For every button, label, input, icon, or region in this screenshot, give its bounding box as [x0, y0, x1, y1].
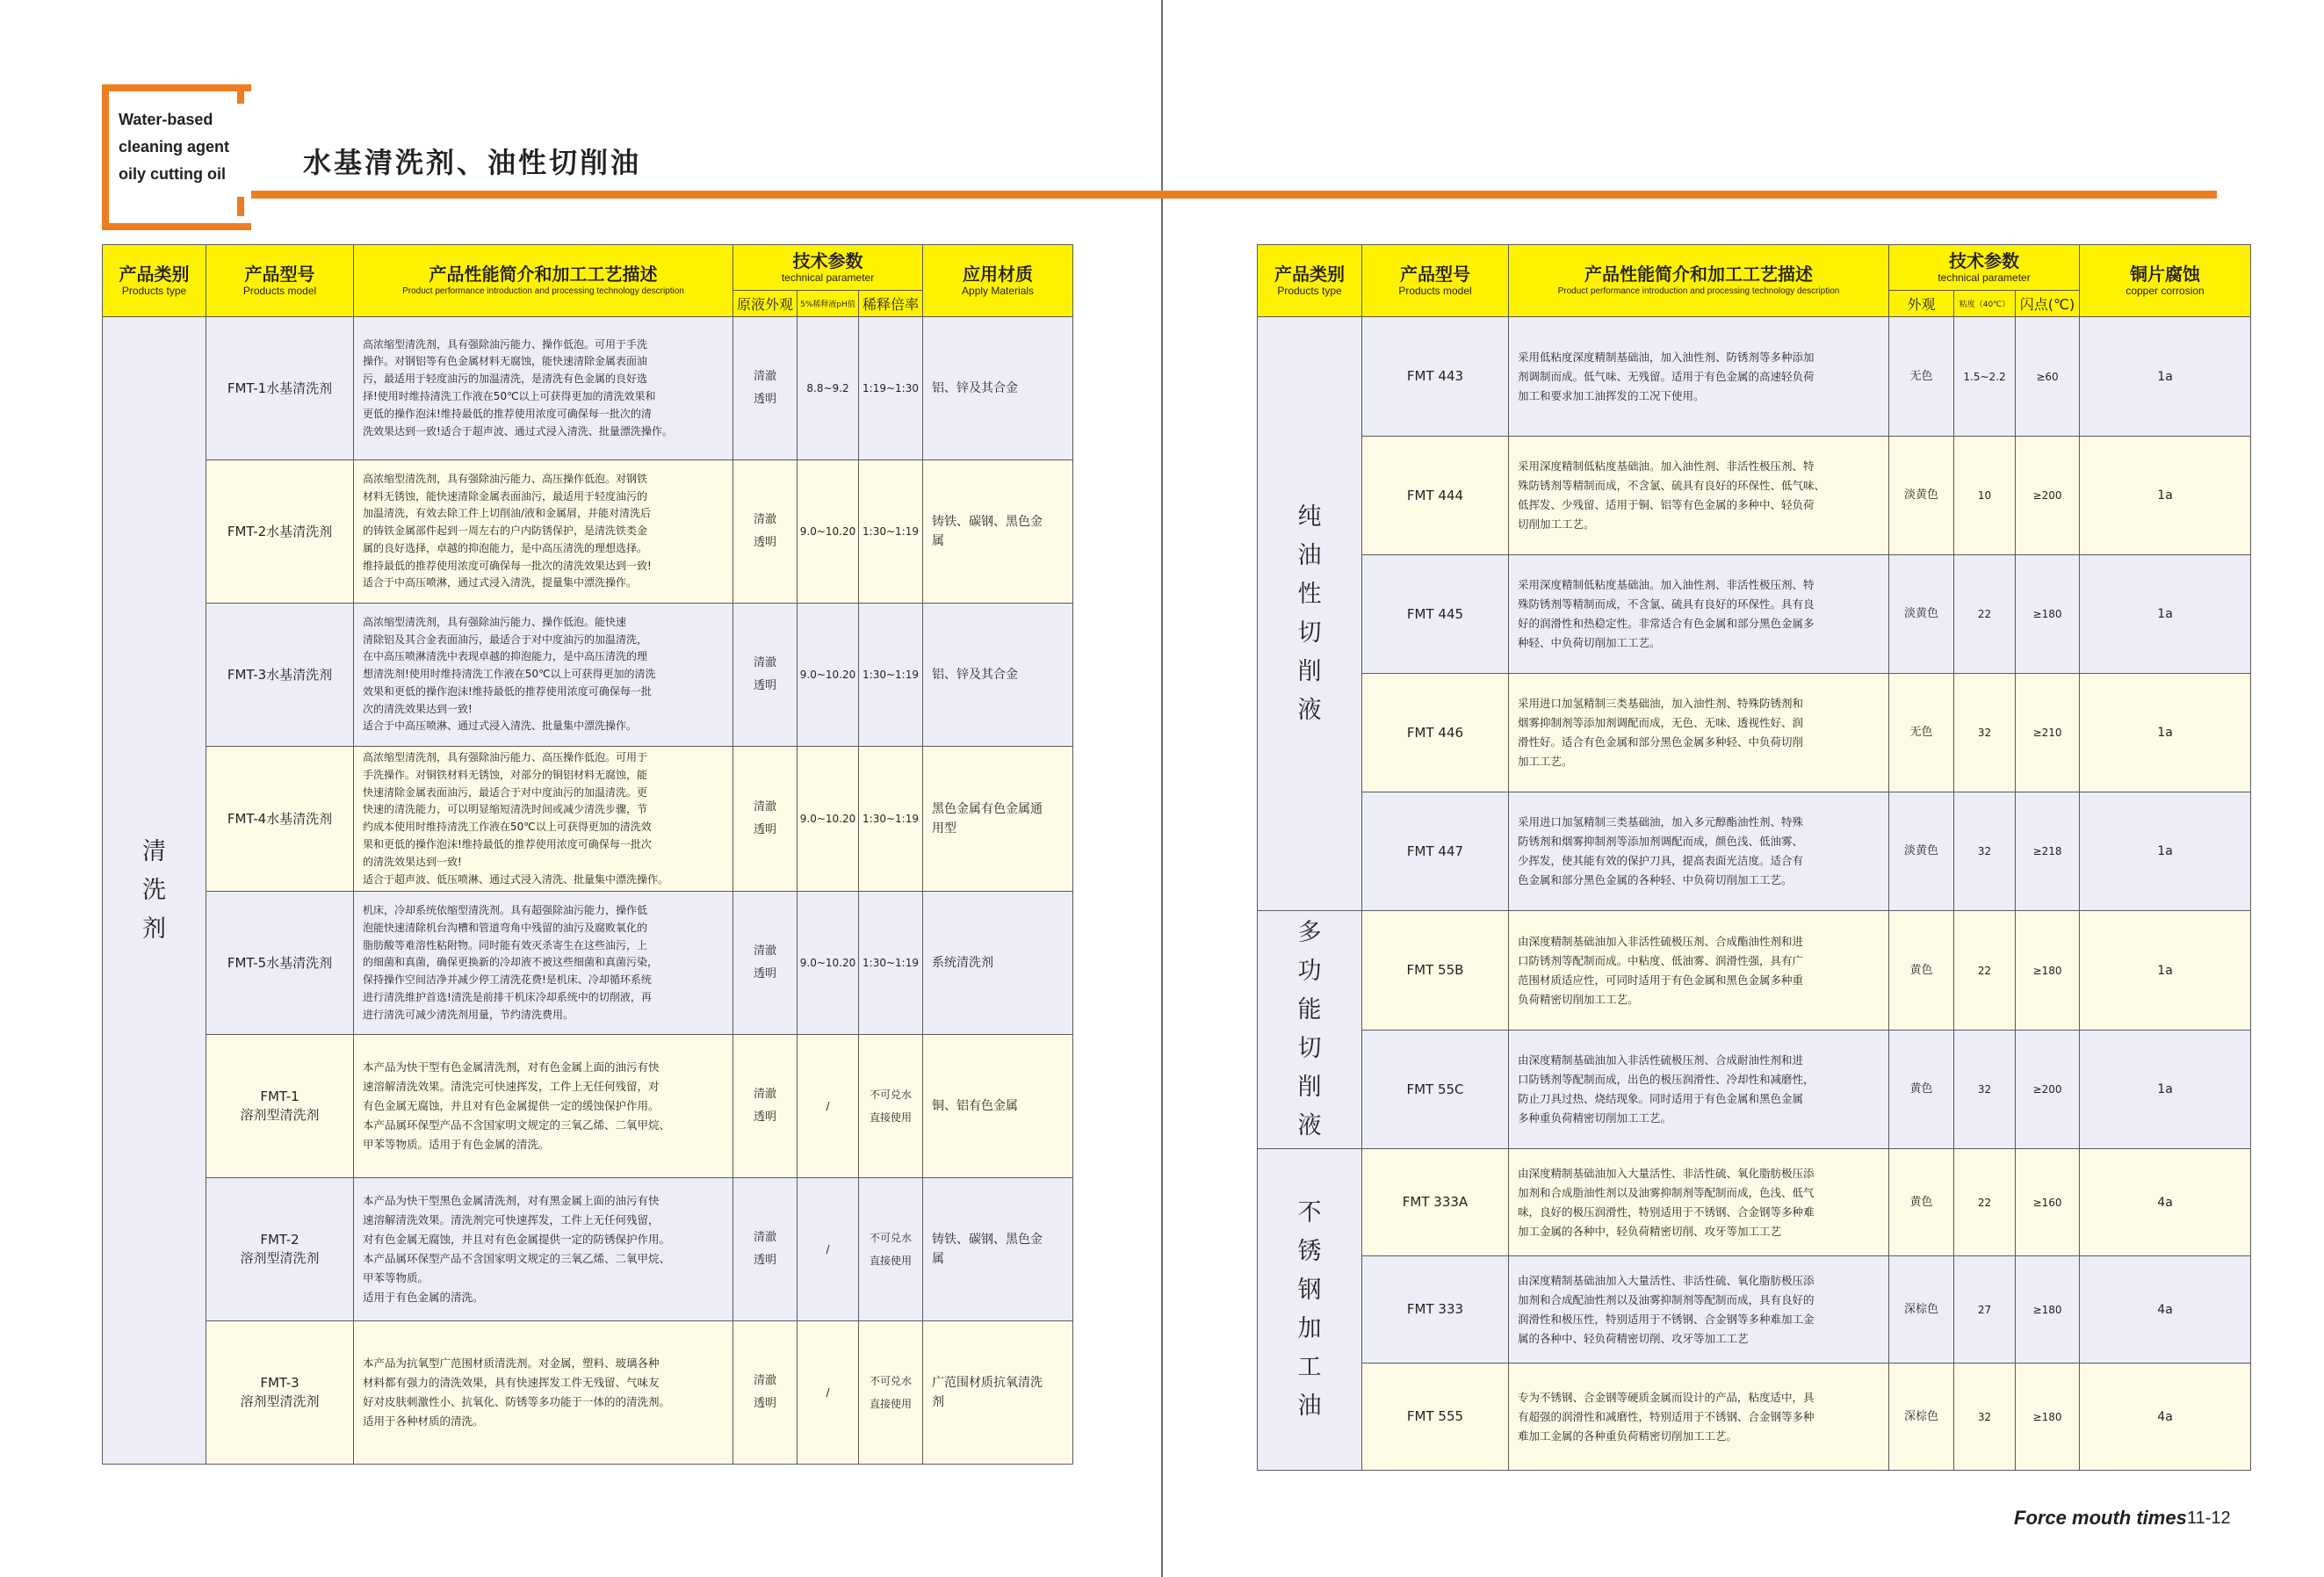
table-row — [103, 747, 1073, 892]
ph-cell: 9.0~10.20 — [798, 892, 859, 1035]
appearance-cell: 清澈 透明 — [733, 892, 798, 1035]
viscosity-cell: 22 — [1954, 555, 2016, 674]
appearance-cell: 清澈 透明 — [733, 1035, 798, 1178]
viscosity-cell: 32 — [1954, 1031, 2016, 1149]
description-cell: 高浓缩型清洗剂，具有强除油污能力、高压操作低泡。对钢铁 材料无锈蚀，能快速清除金属表面油污，最适用于轻度油污的 加温清洗，有效去除工件上切削油/液和金属屑，并能对清洗后 的铸铁金属部件起到一周左右的户内防锈保护，是清洗铁类金 属的良好选择，卓越的抑泡能力，是中高压清洗的理想选择。 维持最低的推荐使用浓度可确保每一批次的清洗效果达到一致! 适合于中高压喷淋，通过式浸入清洗，提量集中漂洗操作。 — [354, 460, 733, 604]
header-materials — [923, 245, 1073, 317]
model-cell: FMT 555 — [1362, 1364, 1509, 1471]
flash-point-cell: ≥180 — [2016, 555, 2080, 674]
appearance-cell: 黄色 — [1889, 1031, 1954, 1149]
section-title-en-line-2: cleaning agent — [119, 138, 230, 156]
viscosity-cell: 22 — [1954, 911, 2016, 1031]
header-category-cn: 产品类别 — [1274, 264, 1345, 285]
copper-corrosion-cell: 1a — [2080, 792, 2251, 911]
model-cell: FMT 55C — [1362, 1031, 1509, 1149]
table-row — [103, 1321, 1073, 1465]
materials-cell: 黑色金属有色金属通 用型 — [923, 747, 1073, 892]
dilution-cell: 不可兑水 直接使用 — [859, 1178, 923, 1321]
viscosity-cell: 1.5~2.2 — [1954, 317, 2016, 437]
model-cell: FMT-2水基清洗剂 — [206, 460, 354, 604]
model-cell: FMT-1水基清洗剂 — [206, 317, 354, 460]
dilution-cell: 不可兑水 直接使用 — [859, 1035, 923, 1178]
header-copper-corrosion-cn: 铜片腐蚀 — [2130, 264, 2201, 285]
table-row — [1258, 1364, 2251, 1471]
ph-cell: / — [798, 1321, 859, 1465]
flash-point-cell: ≥210 — [2016, 674, 2080, 792]
table-row — [103, 892, 1073, 1035]
appearance-cell: 清澈 透明 — [733, 317, 798, 460]
viscosity-cell: 22 — [1954, 1149, 2016, 1256]
ph-cell: 9.0~10.20 — [798, 604, 859, 747]
appearance-cell: 淡黄色 — [1889, 792, 1954, 911]
model-cell: FMT-3 溶剂型清洗剂 — [206, 1321, 354, 1465]
description-cell: 本产品为抗氧型广范围材质清洗剂。对金属，塑料、玻璃各种 材料都有强力的清洗效果，具有快速挥发工件无残留、气味友 好对皮肤刺激性小、抗氧化、防锈等多功能于一体的的清洗剂。 适用于各种材质的清洗。 — [354, 1321, 733, 1465]
model-cell: FMT-2 溶剂型清洗剂 — [206, 1178, 354, 1321]
table-row — [103, 460, 1073, 604]
header-model-en: Products model — [1398, 285, 1472, 297]
copper-corrosion-cell: 4a — [2080, 1256, 2251, 1364]
description-cell: 机床，冷却系统依缩型清洗剂。具有超强除油污能力，操作低 泡能快速清除机台沟槽和管道弯角中残留的油污及腐败氧化的 脂肪酸等难溶性粘附物。同时能有效灭杀寄生在这些油污，上 的细菌和真菌，确保更换新的冷却液不被这些细菌和真菌污染， 保持操作空间洁净并减少停工清洗花费!是机床、冷却循环系统 进行清洗维护首选!清洗是前排干机床冷却系统中的切削液，再 进行清洗可减少清洗剂用量，节约清洗费用。 — [354, 892, 733, 1035]
category-label: 纯油性切削液 — [1297, 503, 1322, 724]
copper-corrosion-cell: 4a — [2080, 1149, 2251, 1256]
dilution-cell: 1:30~1:19 — [859, 892, 923, 1035]
appearance-cell: 清澈 透明 — [733, 460, 798, 604]
materials-cell: 铜、铝有色金属 — [923, 1035, 1073, 1178]
table-row — [1258, 1256, 2251, 1364]
copper-corrosion-cell: 1a — [2080, 437, 2251, 555]
flash-point-cell: ≥200 — [2016, 1031, 2080, 1149]
description-cell: 高浓缩型清洗剂，具有强除油污能力、操作低泡。能快速 清除铝及其合金表面油污，最适合于对中度油污的加温清洗， 在中高压喷淋清洗中表现卓越的抑泡能力，是中高压清洗的理 想清洗剂!使用时维持清洗工作液在50℃以上可获得更加的清洗 效果和更低的操作泡沫!维持最低的推荐使用浓度可确保每一批 次的清洗效果达到一致! 适合于中高压喷淋、通过式浸入清洗、批量集中漂洗操作。 — [354, 604, 733, 747]
header-rule — [246, 191, 2217, 199]
appearance-cell: 深棕色 — [1889, 1256, 1954, 1364]
table-row — [103, 1178, 1073, 1321]
ph-cell: 9.0~10.20 — [798, 747, 859, 892]
table-row — [1258, 317, 2251, 437]
table-row — [103, 317, 1073, 460]
materials-cell: 广范围材质抗氧清洗 剂 — [923, 1321, 1073, 1465]
header-category-en: Products type — [121, 285, 187, 297]
header-description-cn: 产品性能简介和加工工艺描述 — [1584, 264, 1813, 285]
materials-cell: 系统清洗剂 — [923, 892, 1073, 1035]
model-cell: FMT 333 — [1362, 1256, 1509, 1364]
header-appearance: 原液外观 — [733, 291, 798, 317]
copper-corrosion-cell: 1a — [2080, 911, 2251, 1031]
dilution-cell: 1:30~1:19 — [859, 460, 923, 604]
description-cell: 专为不锈钢、合金钢等硬质金属而设计的产品，粘度适中，具 有超强的润滑性和减磨性，特别适用于不锈钢、合金钢等多种 难加工金属的各种重负荷精密切削加工工艺。 — [1509, 1364, 1889, 1471]
header-copper-corrosion-en: copper corrosion — [2126, 285, 2205, 297]
appearance-cell: 淡黄色 — [1889, 437, 1954, 555]
dilution-cell: 1:30~1:19 — [859, 747, 923, 892]
model-cell: FMT-5水基清洗剂 — [206, 892, 354, 1035]
header-viscosity: 粘度（40℃） — [1954, 291, 2016, 317]
section-title-cn: 水基清洗剂、油性切削油 — [303, 146, 642, 179]
cutting-oil-table — [1257, 244, 2251, 1471]
category-label: 清洗剂 — [142, 837, 166, 943]
section-title-en-line-1: Water-based — [119, 111, 213, 128]
table-row — [103, 604, 1073, 747]
header-description-en: Product performance introduction and processing technology description — [402, 286, 684, 296]
header-model-cn: 产品型号 — [1400, 264, 1470, 285]
header-category — [103, 245, 206, 317]
copper-corrosion-cell: 1a — [2080, 555, 2251, 674]
model-cell: FMT 446 — [1362, 674, 1509, 792]
header-tech-params-cn: 技术参数 — [792, 250, 863, 271]
dilution-cell: 不可兑水 直接使用 — [859, 1321, 923, 1465]
flash-point-cell: ≥180 — [2016, 1256, 2080, 1364]
header-materials-en: Apply Materials — [962, 285, 1035, 297]
cleaning-agent-table — [102, 244, 1073, 1465]
description-cell: 采用进口加氢精制三类基础油，加入多元醇酯油性剂、特殊 防锈剂和烟雾抑制剂等添加剂调配而成，颜色浅、低油雾、 少挥发，使其能有效的保护刀具，提高表面光洁度。适合有 色金属和部分黑色金属的各种轻、中负荷切削加工工艺。 — [1509, 792, 1889, 911]
header-tech-params-en: technical parameter — [781, 271, 875, 284]
flash-point-cell: ≥60 — [2016, 317, 2080, 437]
table-row — [1258, 792, 2251, 911]
viscosity-cell: 32 — [1954, 674, 2016, 792]
flash-point-cell: ≥160 — [2016, 1149, 2080, 1256]
category-label: 不锈钢加工油 — [1297, 1198, 1322, 1420]
appearance-cell: 清澈 透明 — [733, 604, 798, 747]
header-tech-params-en: technical parameter — [1938, 271, 2031, 284]
model-cell: FMT-1 溶剂型清洗剂 — [206, 1035, 354, 1178]
header-description — [354, 245, 733, 317]
category-cell — [1258, 317, 1362, 911]
appearance-cell: 黄色 — [1889, 911, 1954, 1031]
description-cell: 高浓缩型清洗剂，具有强除油污能力、操作低泡。可用于手洗 操作。对钢铝等有色金属材料无腐蚀，能快速清除金属表面油 污，最适用于轻度油污的加温清洗，是清洗有色金属的良好选 择!使用时维持清洗工作液在50℃以上可获得更加的清洗效果和 更低的操作泡沫!维持最低的推荐使用浓度可确保每一批次的清 洗效果达到一致!适合于超声波、通过式浸入清洗、批量漂洗操作。 — [354, 317, 733, 460]
header-tech-params-cn: 技术参数 — [1949, 250, 2020, 271]
appearance-cell: 淡黄色 — [1889, 555, 1954, 674]
flash-point-cell: ≥218 — [2016, 792, 2080, 911]
header-copper-corrosion — [2080, 245, 2251, 317]
materials-cell: 铸铁、碳钢、黑色金 属 — [923, 460, 1073, 604]
title-bracket-tick-bottom — [237, 197, 244, 216]
description-cell: 高浓缩型清洗剂，具有强除油污能力、高压操作低泡。可用于 手洗操作。对铜铁材料无锈蚀，对部分的铜铝材料无腐蚀，能 快速清除金属表面油污，最适合于对中度油污的加温清洗。更 快速的清洗能力，可以明显缩短清洗时间或减少清洗步骤，节 约成本使用时维持清洗工作液在50℃以上可获得更加的清洗效 果和更低的操作泡沫!维持最低的推荐使用浓度可确保每一批次 的清洗效果达到一致! 适合于超声波、低压喷淋、通过式浸入清洗、批量集中漂洗操作。 — [354, 747, 733, 892]
section-title-en — [119, 106, 229, 188]
description-cell: 本产品为快干型黑色金属清洗剂，对有黑金属上面的油污有快 速溶解清洗效果。清洗剂完可快速挥发，工件上无任何残留， 对有色金属无腐蚀，并且对有色金属提供一定的防锈保护作用。 本产品属环保型产品不含国家明文规定的三氧乙烯、二氧甲烷、 甲苯等物质。 适用于有色金属的清洗。 — [354, 1178, 733, 1321]
description-cell: 由深度精制基础油加入非活性硫极压剂、合成酯油性剂和进 口防锈剂等配制而成。中粘度、低油雾、润滑性强，具有广 范围材质适应性，可同时适用于有色金属和黑色金属多种重 负荷精密切削加工工艺。 — [1509, 911, 1889, 1031]
header-ph: 5%稀释液pH值 — [798, 291, 859, 317]
copper-corrosion-cell: 1a — [2080, 317, 2251, 437]
table-row — [1258, 1031, 2251, 1149]
header-materials-cn: 应用材质 — [963, 264, 1034, 285]
header-tech-params — [733, 245, 923, 291]
model-cell: FMT-4水基清洗剂 — [206, 747, 354, 892]
copper-corrosion-cell: 1a — [2080, 1031, 2251, 1149]
header-dilution: 稀释倍率 — [859, 291, 923, 317]
ph-cell: / — [798, 1035, 859, 1178]
description-cell: 由深度精制基础油加入大量活性、非活性硫、氧化脂肪极压添 加剂和合成配油性剂以及油雾抑制剂等配制而成，具有良好的 润滑性和极压性，特别适用于不锈钢、合金钢等多种难加工金 属的各种中、轻负荷精密切削、攻牙等加工工艺 — [1509, 1256, 1889, 1364]
materials-cell: 铸铁、碳钢、黑色金 属 — [923, 1178, 1073, 1321]
appearance-cell: 无色 — [1889, 317, 1954, 437]
copper-corrosion-cell: 1a — [2080, 674, 2251, 792]
appearance-cell: 深棕色 — [1889, 1364, 1954, 1471]
category-cell — [103, 317, 206, 1465]
model-cell: FMT 55B — [1362, 911, 1509, 1031]
appearance-cell: 清澈 透明 — [733, 1321, 798, 1465]
table-row — [1258, 674, 2251, 792]
header-flash-point: 闪点(℃) — [2016, 291, 2080, 317]
table-row — [1258, 1149, 2251, 1256]
copper-corrosion-cell: 4a — [2080, 1364, 2251, 1471]
header-model — [1362, 245, 1509, 317]
header-category-en: Products type — [1277, 285, 1342, 297]
ph-cell: 8.8~9.2 — [798, 317, 859, 460]
model-cell: FMT 444 — [1362, 437, 1509, 555]
title-bracket-tick-top — [237, 84, 244, 104]
table-row — [1258, 437, 2251, 555]
table-row — [103, 1035, 1073, 1178]
viscosity-cell: 27 — [1954, 1256, 2016, 1364]
ph-cell: / — [798, 1178, 859, 1321]
materials-cell: 铝、锌及其合金 — [923, 604, 1073, 747]
header-description-cn: 产品性能简介和加工工艺描述 — [429, 264, 658, 285]
description-cell: 由深度精制基础油加入大量活性、非活性硫、氧化脂肪极压添 加剂和合成脂油性剂以及油雾抑制剂等配制而成，色浅、低气 味，良好的极压润滑性，特别适用于不锈钢、合金钢等多种难 加工金属的各种中，轻负荷精密切削、攻牙等加工工艺 — [1509, 1149, 1889, 1256]
header-category — [1258, 245, 1362, 317]
dilution-cell: 1:30~1:19 — [859, 604, 923, 747]
page-numbers: 11-12 — [2187, 1508, 2231, 1528]
appearance-cell: 清澈 透明 — [733, 747, 798, 892]
table-row — [1258, 555, 2251, 674]
model-cell: FMT 445 — [1362, 555, 1509, 674]
model-cell: FMT 447 — [1362, 792, 1509, 911]
viscosity-cell: 10 — [1954, 437, 2016, 555]
header-appearance: 外观 — [1889, 291, 1954, 317]
table-row — [1258, 911, 2251, 1031]
footer-brand: Force mouth times — [2014, 1507, 2187, 1529]
header-description — [1509, 245, 1889, 317]
materials-cell: 铝、锌及其合金 — [923, 317, 1073, 460]
description-cell: 采用进口加氢精制三类基础油，加入油性剂、特殊防锈剂和 烟雾抑制剂等添加剂调配而成，无色、无味、透视性好、润 滑性好。适合有色金属和部分黑色金属多种轻、中负荷切削 加工工艺。 — [1509, 674, 1889, 792]
flash-point-cell: ≥180 — [2016, 911, 2080, 1031]
description-cell: 本产品为快干型有色金属清洗剂，对有色金属上面的油污有快 速溶解清洗效果。清洗完可快速挥发，工件上无任何残留，对 有色金属无腐蚀，并且对有色金属提供一定的缓蚀保护作用。 本产品属环保型产品不含国家明文规定的三氧乙烯、二氧甲烷、 甲苯等物质。适用于有色金属的清洗。 — [354, 1035, 733, 1178]
header-model-en: Products model — [242, 285, 317, 297]
header-model — [206, 245, 354, 317]
description-cell: 采用深度精制低粘度基础油。加入油性剂、非活性极压剂、特 殊防锈剂等精制而成，不含氯、硫具有良好的环保性、低气味、 低挥发、少残留、适用于铜、铝等有色金属的多种中、轻负荷 切削加工工艺。 — [1509, 437, 1889, 555]
category-cell — [1258, 911, 1362, 1149]
viscosity-cell: 32 — [1954, 792, 2016, 911]
appearance-cell: 无色 — [1889, 674, 1954, 792]
model-cell: FMT 443 — [1362, 317, 1509, 437]
model-cell: FMT-3水基清洗剂 — [206, 604, 354, 747]
category-cell — [1258, 1149, 1362, 1471]
dilution-cell: 1:19~1:30 — [859, 317, 923, 460]
section-title-en-line-3: oily cutting oil — [119, 165, 226, 183]
viscosity-cell: 32 — [1954, 1364, 2016, 1471]
header-tech-params — [1889, 245, 2080, 291]
header-description-en: Product performance introduction and processing technology description — [1557, 286, 1840, 296]
category-label: 多功能切削液 — [1297, 919, 1322, 1139]
description-cell: 采用深度精制低粘度基础油。加入油性剂、非活性极压剂、特 殊防锈剂等精制而成，不含氯、硫具有良好的环保性。具有良 好的润滑性和热稳定性。非常适合有色金属和部分黑色金属多 种轻、中负荷切削加工工艺。 — [1509, 555, 1889, 674]
appearance-cell: 黄色 — [1889, 1149, 1954, 1256]
page-fold-line — [1161, 0, 1163, 1577]
appearance-cell: 清澈 透明 — [733, 1178, 798, 1321]
ph-cell: 9.0~10.20 — [798, 460, 859, 604]
model-cell: FMT 333A — [1362, 1149, 1509, 1256]
header-category-cn: 产品类别 — [119, 264, 190, 285]
flash-point-cell: ≥200 — [2016, 437, 2080, 555]
description-cell: 采用低粘度深度精制基础油，加入油性剂、防锈剂等多种添加 剂调制而成。低气味、无残留。适用于有色金属的高速轻负荷 加工和要求加工油挥发的工况下使用。 — [1509, 317, 1889, 437]
flash-point-cell: ≥180 — [2016, 1364, 2080, 1471]
header-model-cn: 产品型号 — [244, 264, 315, 285]
description-cell: 由深度精制基础油加入非活性硫极压剂、合成耐油性剂和进 口防锈剂等配制而成，出色的极压润滑性、冷却性和减磨性， 防止刀具过热、烧结现象。同时适用于有色金属和黑色金属 多种重负荷精密切削加工工艺。 — [1509, 1031, 1889, 1149]
